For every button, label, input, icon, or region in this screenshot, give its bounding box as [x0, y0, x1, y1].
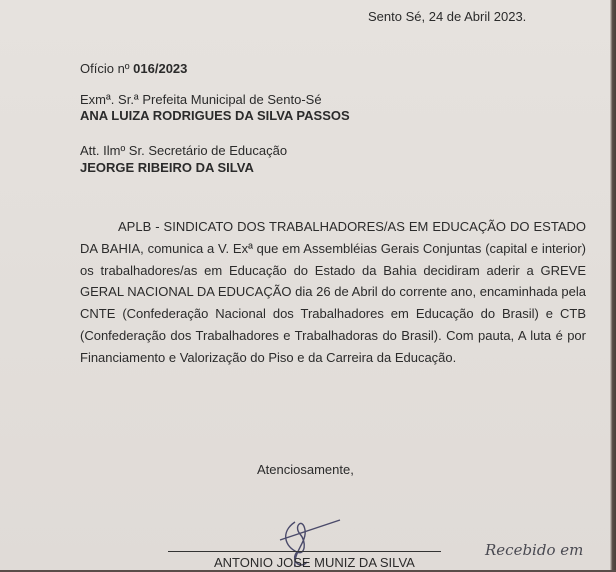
signature-line	[168, 551, 441, 552]
oficio-number	[80, 61, 187, 76]
date-line: Sento Sé, 24 de Abril 2023.	[368, 9, 527, 24]
recipient-1-name: ANA LUIZA RODRIGUES DA SILVA PASSOS	[80, 108, 350, 123]
recipient-2-title: Att. Ilmº Sr. Secretário de Educação	[80, 143, 288, 158]
body-paragraph	[80, 216, 586, 369]
body-text: , comunica a V. Exª que em Assembléias Gerais Conjuntas (capital e interior) os trabalhadores/as em Educação do Estado da Bahia decidiram aderir a GREVE GERAL NACIONAL DA EDUCAÇÃO dia 26 de Abril do corrente ano, encaminhada pela CNTE (Confederação Nacional dos Trabalhadores em Educação do Brasil) e CTB (Confederação dos Trabalhadores e Trabalhadoras do Brasil). Com pauta, A luta é por Financiamento e Valorização do Piso e da Carreira da Educação.	[80, 240, 586, 365]
oficio-value: 016/2023	[133, 61, 188, 76]
org-name: APLB - SINDICATO DOS TRABALHADORES/AS EM EDUCAÇÃO DO ESTADO DA BAHIA	[80, 219, 586, 256]
signatory-name: ANTONIO JOSE MUNIZ DA SILVA	[214, 555, 415, 570]
background-edge	[610, 0, 616, 570]
closing: Atenciosamente,	[257, 462, 354, 477]
recipient-1-title: Exmª. Sr.ª Prefeita Municipal de Sento-Sé	[80, 92, 322, 107]
recipient-2-name: JEORGE RIBEIRO DA SILVA	[80, 160, 254, 175]
handwritten-received-note: Recebido em	[485, 541, 584, 559]
oficio-label: Ofício nº	[80, 61, 134, 76]
